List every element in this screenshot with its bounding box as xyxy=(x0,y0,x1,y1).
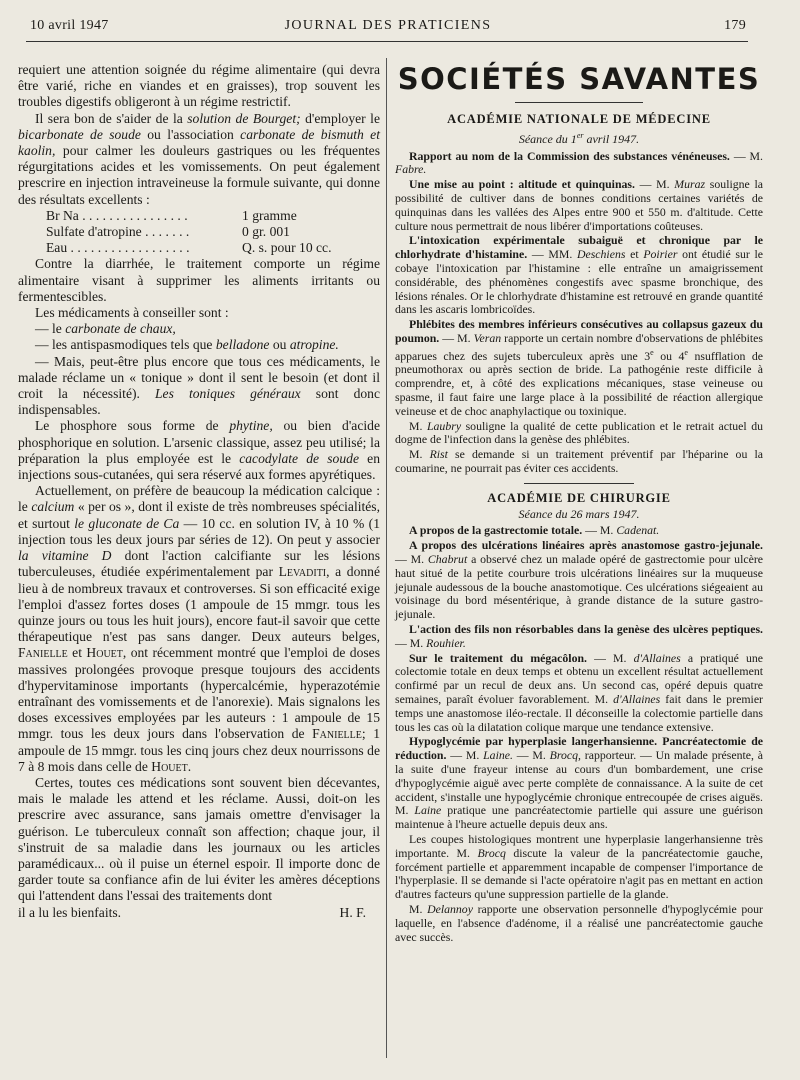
paragraph: Il sera bon de s'aider de la solution de Bourget; d'employer le bicarbonate de soude ou l'association carbonate de bismuth et kaolin, pour calmer les douleurs gastriques ou les fréquentes régurgitations acides et les vomissements. On peut également prescrire en injection intraveineuse la formule suivante, qui donne des résultats excellents : xyxy=(18,110,380,207)
paragraph: requiert une attention soignée du régime alimentaire (qui devra être varié, riche en viandes et en graisses), trop souvent les troubles digestifs obligeront à un régime restrictif. xyxy=(18,62,380,110)
page-number: 179 xyxy=(724,18,746,33)
formula-row: Br Na . . . . . . . . . . . . . . . . 1 gramme xyxy=(46,207,297,223)
paragraph: Le phosphore sous forme de phytine, ou bien d'acide phosphorique en solution. L'arsenic classique, assez peu utilisé; la préparation la plus employée est le cacodylate de soude en injections sous-cutanées, qui sera réservé aux formes apyrétiques. xyxy=(18,418,380,483)
paragraph: Contre la diarrhée, le traitement comporte un régime alimentaire visant à supprimer les aliments irritants ou fermentescibles. xyxy=(18,256,380,304)
report-item: M. Delannoy rapporte une observation personnelle d'hypoglycémie pour laquelle, en l'absence d'adénome, il a réalisé une pancréatectomie gauche avec succès. xyxy=(395,901,763,944)
academy-heading: ACADÉMIE DE CHIRURGIE xyxy=(487,490,671,505)
paragraph: Les médicaments à conseiller sont : xyxy=(35,305,229,321)
report-item: Les coupes histologiques montrent une hyperplasie langerhansienne très importante. M. Brocq discute la valeur de la pancréatectomie gauche, forcément partielle et apparemment incapable de compenser l'importance de l'hyperplasie. Il se demande si l'acte opératoire n'agit pas en mettant en action d'autres facteurs qu'une suppression partielle de la glande. xyxy=(395,831,763,902)
header-rule xyxy=(26,41,748,42)
list-item: — les antispasmodiques tels que belladone ou atropine. xyxy=(35,337,339,353)
report-item: Une mise au point : altitude et quinquinas. — M. Muraz souligne la possibilité de cultiver dans de bonnes conditions certaines variétés de quinquinas dans les vallées des Alpes entre 900 et 550 m. d'altitude. Cette culture nous permettrait de nous libérer d'importations coûteuses. xyxy=(395,177,763,233)
journal-title: JOURNAL DES PRATICIENS xyxy=(284,18,492,33)
column-divider xyxy=(386,58,387,1058)
report-item: Sur le traitement du mégacôlon. — M. d'Allaines a pratiqué une colectomie totale en deux temps et obtenu un excellent résultat actuellement confirmé par un recul de deux ans. Un second cas, opéré depuis quatre semaines, paraît évoluer favorablement. M. d'Allaines fait dans le premier temps une anastomose iléo-rectale. Il déconseille la colectomie partielle dans tous les cas où la dilatation colique marque une tendance extensive. xyxy=(395,650,763,734)
list-item: — le carbonate de chaux, xyxy=(35,321,176,337)
formula-row: Sulfate d'atropine . . . . . . . 0 gr. 001 xyxy=(46,224,290,240)
report-item: Phlébites des membres inférieurs consécutives au collapsus gazeux du poumon. — M. Veran rapporte un certain nombre d'observations de phlébites apparues chez des sujets tuberculeux après une 3e ou 4e nsufflation de pneumothorax ou après section de bride. La pathogénie reste difficile à comprendre, et, à côté des explications mécaniques, stase veineuse ou spasme, il faut faire une large place à la possibilité de réaction allergique veineuse et de choc anaphylactique ou toxinique. xyxy=(395,317,764,418)
author-initials: H. F. xyxy=(339,904,366,920)
formula-row: Eau . . . . . . . . . . . . . . . . . . Q. s. pour 10 cc. xyxy=(46,240,332,256)
paragraph: Certes, toutes ces médications sont souvent bien décevantes, mais le malade les attend et les réclame. Aussi, doit-on les prescrire avec assurance, sans jamais omettre d'envisager la guérison. Le tuberculeux connaît son affection; chaque jour, il s'instruit de sa maladie dans les journaux ou les articles paramédicaux... où il puise un éternel espoir. Il importe donc de garder toute sa confiance afin de lui éviter les amères déceptions qui l'attendent dans l'essai des traitements dont xyxy=(18,774,380,904)
report-item: A propos de la gastrectomie totale. — M. Cadenat. xyxy=(409,523,660,538)
right-column xyxy=(395,60,763,945)
section-masthead: SOCIÉTÉS SAVANTES xyxy=(397,62,761,96)
running-header xyxy=(30,18,746,38)
masthead-rule xyxy=(515,102,643,103)
prescription-formula xyxy=(46,208,380,257)
report-item: L'intoxication expérimentale subaiguë et chronique par le chlorhydrate d'histamine. — MM. Deschiens et Poirier ont étudié sur le cobaye l'intoxication par l'histamine : elle entraîne un amaigrissement considérable, des phénomènes congestifs avec spasme bronchique, des lésions rénales. Or le chlorhydrate d'histamine est retrouvé en grande quantité dans les ascaris lombricoïdes. xyxy=(395,233,763,317)
paragraph: Actuellement, on préfère de beaucoup la médication calcique : le calcium « per os », dont il existe de très nombreuses spécialités, et surtout le gluconate de Ca — 10 cc. en solution IV, à 10 % (1 injection tous les deux jours par séries de 12). On peut y associer la vitamine D dont l'action calcifiante sur les lésions tuberculeuses, étudiée expérimentalement par Levaditi, a donné lieu à de nombreux travaux et controverses. Si son efficacité exige l'emploi d'assez fortes doses (1 ampoule de 15 mmgr. tous les quinze jours ou tous les huit jours), encore faut-il savoir que cette thérapeutique n'est pas sans danger. Deux auteurs belges, Fanielle et Houet, ont récemment montré que l'emploi de doses massives prolongées provoque presque toujours des accidents d'hypervitaminose importants (hypercalcémie, hyperazotémie entraînant des vomissements et de l'anorexie). Mais signalons les doses excessives employées par les auteurs : 1 ampoule de 15 mmgr. tous les deux jours dans l'observation de Fanielle; 1 ampoule de 15 mmgr. tous les cinq jours chez deux nourrissons de 7 à 8 mois dans celle de Houet. xyxy=(18,483,381,774)
report-item: A propos des ulcérations linéaires après anastomose gastro-jejunale. — M. Chabrut a observé chez un malade opéré de gastrectomie pour ulcère haut situé de la petite courbure trois ulcérations linéaires sur la muqueuse jejunale audessous de la bouche anastomotique. Ces ulcérations siégeaient au voisinage du bord mésentérique, à grande distance de la suture gastro-jejunale. xyxy=(395,538,763,622)
session-date: Séance du 1er avril 1947. xyxy=(518,130,640,146)
report-item: M. Rist se demande si un traitement préventif par l'héparine ou la coumarine, ne pourrait pas éviter ces accidents. xyxy=(395,447,763,476)
report-item: Rapport au nom de la Commission des substances vénéneuses. — M. Fabre. xyxy=(395,148,763,177)
paragraph: — Mais, peut-être plus encore que tous ces médicaments, le malade réclame un « tonique » dont il sent le besoin (et dont il croit la nécessité). Les toniques généraux sont donc indispensables. xyxy=(18,353,380,418)
report-item: M. Laubry souligne la qualité de cette publication et le retrait actuel du dogme de l'infection dans la genèse des phlébites. xyxy=(395,418,764,447)
report-item: Hypoglycémie par hyperplasie langerhansienne. Pancréatectomie de réduction. — M. Laine. — M. Brocq, rapporteur. — Un malade présente, à la suite d'une frayeur intense au cours d'un bombardement, une crise d'hypoglycémie aiguë avec perte complète de connaissance. A la suite de cet accident, s'installe une hypoglycémie chronique entrecoupée de crises aiguës. M. Laine pratique une pancréatectomie partielle qui assure une guérison maintenue à l'heure actuelle depuis deux ans. xyxy=(395,734,764,832)
left-column xyxy=(18,62,380,921)
section-rule xyxy=(524,483,634,484)
session-date: Séance du 26 mars 1947. xyxy=(518,506,640,521)
report-item: L'action des fils non résorbables dans la genèse des ulcères peptiques. — M. Rouhier. xyxy=(395,622,763,650)
issue-date: 10 avril 1947 xyxy=(30,18,109,33)
signature-line: il a lu les bienfaits. H. F. xyxy=(18,905,380,921)
academy-heading: ACADÉMIE NATIONALE DE MÉDECINE xyxy=(447,112,711,126)
